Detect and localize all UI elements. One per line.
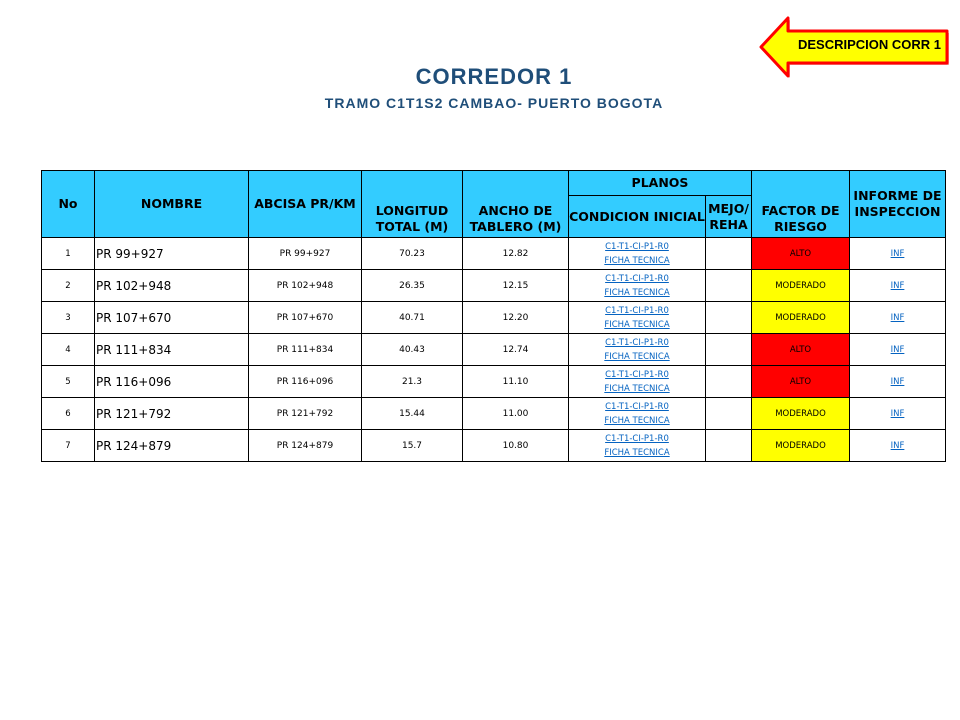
header-planos: PLANOS [569, 171, 752, 196]
plano-link[interactable]: C1-T1-CI-P1-R0 [605, 337, 669, 348]
header-no: No [42, 171, 95, 238]
row-factor-riesgo: MODERADO [752, 302, 850, 334]
row-informe [850, 366, 946, 398]
row-informe [850, 334, 946, 366]
inf-link[interactable]: INF [890, 344, 905, 355]
inf-link[interactable]: INF [890, 248, 905, 259]
row-planos [569, 302, 706, 334]
row-no: 2 [42, 270, 95, 302]
row-factor-riesgo: ALTO [752, 238, 850, 270]
header-informe: INFORME DE INSPECCION [850, 171, 946, 238]
page-subtitle: TRAMO C1T1S2 CAMBAO- PUERTO BOGOTA [324, 95, 664, 111]
bridges-table [41, 170, 946, 462]
plano-link[interactable]: C1-T1-CI-P1-R0 [605, 241, 669, 252]
row-planos [569, 398, 706, 430]
ficha-tecnica-link[interactable]: FICHA TECNICA [604, 383, 670, 394]
row-ancho: 12.15 [463, 270, 569, 302]
ficha-tecnica-link[interactable]: FICHA TECNICA [604, 287, 670, 298]
inf-link[interactable]: INF [890, 312, 905, 323]
table-row [42, 398, 946, 430]
row-mejo [706, 430, 752, 462]
table-row [42, 334, 946, 366]
ficha-tecnica-link[interactable]: FICHA TECNICA [604, 447, 670, 458]
ficha-tecnica-link[interactable]: FICHA TECNICA [604, 415, 670, 426]
row-no: 6 [42, 398, 95, 430]
row-longitud: 40.43 [362, 334, 463, 366]
row-abcisa: PR 107+670 [249, 302, 362, 334]
header-abcisa: ABCISA PR/KM [249, 171, 362, 238]
row-ancho: 12.82 [463, 238, 569, 270]
row-nombre: PR 111+834 [95, 334, 249, 366]
plano-link[interactable]: C1-T1-CI-P1-R0 [605, 273, 669, 284]
descripcion-corredor-label: DESCRIPCION CORR 1 [797, 37, 942, 52]
row-ancho: 12.74 [463, 334, 569, 366]
row-planos [569, 334, 706, 366]
row-abcisa: PR 102+948 [249, 270, 362, 302]
row-longitud: 21.3 [362, 366, 463, 398]
row-planos [569, 430, 706, 462]
plano-link[interactable]: C1-T1-CI-P1-R0 [605, 305, 669, 316]
row-nombre: PR 102+948 [95, 270, 249, 302]
plano-link[interactable]: C1-T1-CI-P1-R0 [605, 401, 669, 412]
inf-link[interactable]: INF [890, 376, 905, 387]
table-row [42, 238, 946, 270]
row-abcisa: PR 121+792 [249, 398, 362, 430]
row-longitud: 40.71 [362, 302, 463, 334]
row-no: 1 [42, 238, 95, 270]
row-nombre: PR 99+927 [95, 238, 249, 270]
header-factor: FACTOR DE RIESGO [752, 171, 850, 238]
row-no: 3 [42, 302, 95, 334]
row-ancho: 12.20 [463, 302, 569, 334]
row-mejo [706, 366, 752, 398]
row-ancho: 11.10 [463, 366, 569, 398]
header-nombre: NOMBRE [95, 171, 249, 238]
ficha-tecnica-link[interactable]: FICHA TECNICA [604, 319, 670, 330]
ficha-tecnica-link[interactable]: FICHA TECNICA [604, 351, 670, 362]
row-informe [850, 238, 946, 270]
table-row [42, 302, 946, 334]
row-abcisa: PR 116+096 [249, 366, 362, 398]
descripcion-corredor-button[interactable] [756, 15, 952, 79]
row-factor-riesgo: MODERADO [752, 270, 850, 302]
table-row [42, 366, 946, 398]
row-informe [850, 270, 946, 302]
table-row [42, 430, 946, 462]
inf-link[interactable]: INF [890, 280, 905, 291]
ficha-tecnica-link[interactable]: FICHA TECNICA [604, 255, 670, 266]
table-row [42, 270, 946, 302]
row-planos [569, 238, 706, 270]
plano-link[interactable]: C1-T1-CI-P1-R0 [605, 433, 669, 444]
row-ancho: 11.00 [463, 398, 569, 430]
row-factor-riesgo: ALTO [752, 366, 850, 398]
plano-link[interactable]: C1-T1-CI-P1-R0 [605, 369, 669, 380]
row-informe [850, 398, 946, 430]
row-mejo [706, 270, 752, 302]
row-nombre: PR 107+670 [95, 302, 249, 334]
row-mejo [706, 398, 752, 430]
row-longitud: 26.35 [362, 270, 463, 302]
row-abcisa: PR 124+879 [249, 430, 362, 462]
row-mejo [706, 238, 752, 270]
row-abcisa: PR 99+927 [249, 238, 362, 270]
header-ancho: ANCHO DE TABLERO (M) [463, 171, 569, 238]
row-ancho: 10.80 [463, 430, 569, 462]
row-nombre: PR 124+879 [95, 430, 249, 462]
header-condicion: CONDICION INICIAL [569, 196, 706, 238]
row-factor-riesgo: MODERADO [752, 398, 850, 430]
row-longitud: 15.44 [362, 398, 463, 430]
header-longitud: LONGITUD TOTAL (M) [362, 171, 463, 238]
row-nombre: PR 121+792 [95, 398, 249, 430]
row-no: 7 [42, 430, 95, 462]
row-nombre: PR 116+096 [95, 366, 249, 398]
row-no: 5 [42, 366, 95, 398]
row-mejo [706, 302, 752, 334]
row-longitud: 70.23 [362, 238, 463, 270]
row-longitud: 15.7 [362, 430, 463, 462]
page-title: CORREDOR 1 [415, 64, 573, 89]
inf-link[interactable]: INF [890, 408, 905, 419]
row-no: 4 [42, 334, 95, 366]
inf-link[interactable]: INF [890, 440, 905, 451]
header-mejo: MEJO/ REHA [706, 196, 752, 238]
row-factor-riesgo: MODERADO [752, 430, 850, 462]
row-informe [850, 302, 946, 334]
row-mejo [706, 334, 752, 366]
row-planos [569, 270, 706, 302]
row-informe [850, 430, 946, 462]
row-factor-riesgo: ALTO [752, 334, 850, 366]
row-planos [569, 366, 706, 398]
row-abcisa: PR 111+834 [249, 334, 362, 366]
